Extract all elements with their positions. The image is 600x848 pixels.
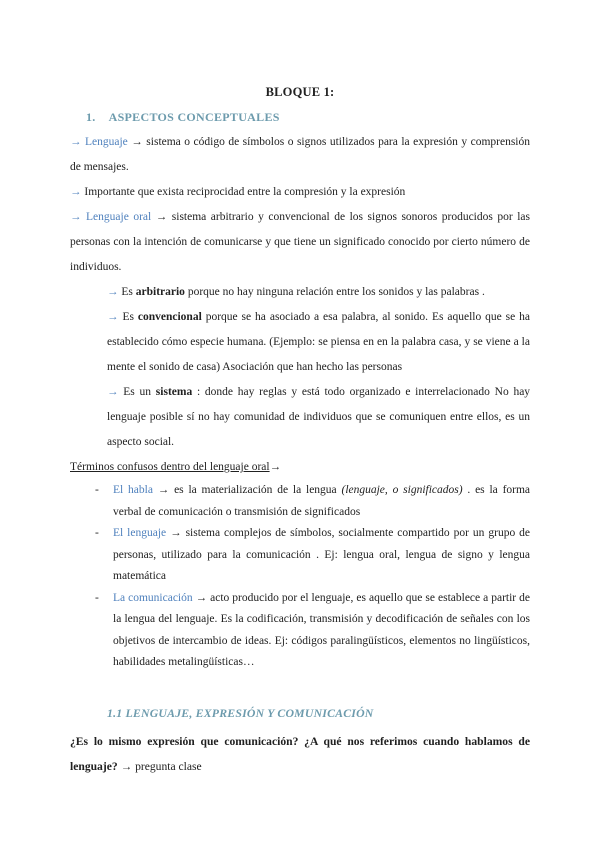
underlined-lead-text: Términos confusos dentro del lenguaje oral (70, 461, 270, 473)
dash-bullet: - (95, 527, 99, 539)
list-item-comunicacion (70, 588, 530, 674)
page-title: BLOQUE 1: (265, 85, 335, 99)
paragraph-lenguaje-oral (70, 205, 530, 280)
paragraph-convencional (107, 305, 530, 380)
list-item-text: acto producido por el lenguaje, es aquello que se establece a partir de la lengua del lenguaje. Es la codificación, transmisión y decodificación de señales con los objetivos de intercambio de ideas. Ej: códigos paralingüísticos, elementos no lingüísticos, habilidades metalingüísticas… (113, 591, 530, 668)
arrow-icon: → (107, 386, 119, 398)
dash-bullet: - (95, 484, 99, 496)
arrow-icon: → (131, 136, 143, 148)
arrow-icon: → (269, 461, 282, 473)
keyword-arbitrario: arbitrario (135, 286, 185, 298)
term-lenguaje-oral: Lenguaje oral (86, 211, 152, 223)
arrow-icon: → (107, 286, 119, 298)
paragraph-text: porque se ha asociado a esa palabra, al sonido. Es aquello que se ha establecido cómo especie humana. (Ejemplo: se piensa en en la palabra casa, y se viene a la mente el sonido de casa) Asociación que han hecho las personas (107, 311, 531, 373)
confusing-terms-list (70, 480, 530, 674)
arrow-icon: → (70, 186, 82, 198)
section-heading-1-1: 1.1 LENGUAJE, EXPRESIÓN Y COMUNICACIÓN (107, 705, 374, 720)
question-note: pregunta clase (135, 759, 202, 773)
arrow-icon: → (120, 759, 133, 773)
arrow-icon: → (107, 311, 119, 323)
arrow-icon: → (155, 211, 168, 223)
term-la-comunicacion: La comunicación (113, 591, 193, 604)
paragraph-sistema (107, 380, 530, 455)
question-bold-text: ¿Es lo mismo expresión que comunicación? ¿A qué nos referimos cuando hablamos de lenguaje? (70, 734, 530, 773)
section-heading-label: ASPECTOS CONCEPTUALES (108, 110, 280, 124)
list-item-text: sistema complejos de símbolos, socialmente compartido por un grupo de personas, utilizado para la comunicación . Ej: lengua oral, lengua de signo y lengua matemática (113, 527, 531, 582)
paragraph-text: Es un (123, 386, 152, 398)
list-item-habla (70, 480, 530, 523)
paragraph-text: sistema o código de símbolos o signos utilizados para la expresión y comprensión de mensajes. (70, 136, 531, 173)
term-el-habla: El habla (113, 484, 153, 496)
arrow-icon: → (170, 527, 182, 539)
term-el-lenguaje: El lenguaje (113, 527, 167, 539)
paragraph-text: porque no hay ninguna relación entre los sonidos y las palabras . (187, 286, 485, 298)
paragraph-importante (70, 180, 530, 205)
paragraph-text: : donde hay reglas y está todo organizado e interrelacionado No hay lenguaje posible sí no hay comunidad de individuos que se comuniquen entre ellos, es un aspecto social. (107, 386, 531, 448)
paragraph-text: sistema arbitrario y convencional de los signos sonoros producidos por las personas con la intención de comunicarse y que tiene un significado conocido por cierto número de individuos. (70, 211, 531, 273)
paragraph-lenguaje (70, 130, 530, 180)
italic-note: (lenguaje, o significados) (341, 484, 463, 496)
arrow-icon: → (157, 484, 170, 496)
arrow-icon: → (195, 591, 208, 604)
section-heading-1 (70, 105, 530, 130)
paragraph-arbitrario (107, 280, 530, 305)
keyword-sistema: sistema (155, 386, 193, 398)
term-lenguaje: Lenguaje (85, 136, 128, 148)
list-item-text: . es la forma verbal de comunicación o transmisión de significados (113, 484, 531, 518)
paragraph-question (70, 729, 530, 779)
section-number: 1. (86, 110, 96, 124)
list-item-lenguaje (70, 523, 530, 588)
dash-bullet: - (95, 591, 99, 604)
list-item-text: es la materialización de la lengua (174, 484, 337, 496)
paragraph-terminos (70, 455, 530, 480)
paragraph-text: Importante que exista reciprocidad entre la compresión y la expresión (84, 186, 406, 198)
arrow-icon: → (70, 136, 82, 148)
keyword-convencional: convencional (137, 311, 202, 323)
paragraph-text: Es (122, 311, 134, 323)
paragraph-text: Es (121, 286, 133, 298)
arrow-icon: → (70, 211, 82, 223)
